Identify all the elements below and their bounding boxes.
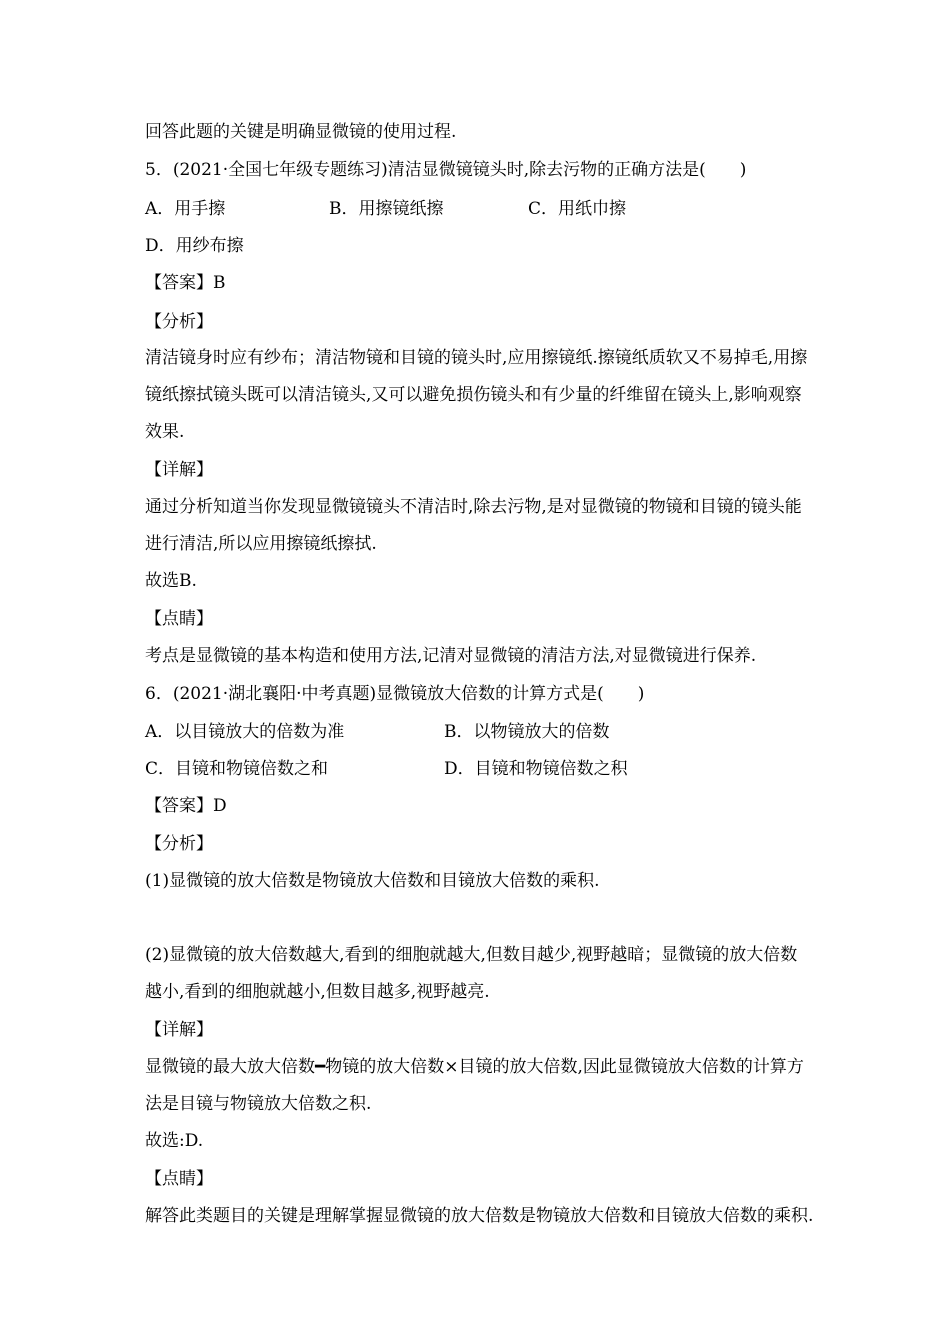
q5-analysis-line-2: 镜纸擦拭镜头既可以清洁镜头,又可以避免损伤镜头和有少量的纤维留在镜头上,影响观察 <box>145 385 802 405</box>
q6-analysis-label: 【分析】 <box>145 834 213 854</box>
q6-option-d: D．目镜和物镜倍数之积 <box>444 759 628 779</box>
q5-option-b: B．用擦镜纸擦 <box>329 199 444 219</box>
q5-option-c: C．用纸巾擦 <box>528 199 627 219</box>
q5-comment: 考点是显微镜的基本构造和使用方法,记清对显微镜的清洁方法,对显微镜进行保养. <box>145 646 757 666</box>
q5-option-a: A．用手擦 <box>145 199 226 219</box>
q5-detail-line-2: 进行清洁,所以应用擦镜纸擦拭. <box>145 534 377 554</box>
q6-stem: 6．(2021·湖北襄阳·中考真题)显微镜放大倍数的计算方式是( ) <box>145 684 645 704</box>
q6-detail-label: 【详解】 <box>145 1020 213 1040</box>
q6-option-a: A．以目镜放大的倍数为准 <box>145 722 345 742</box>
intro-text: 回答此题的关键是明确显微镜的使用过程. <box>145 122 457 142</box>
q6-answer: 【答案】D <box>145 796 227 816</box>
q6-option-b: B．以物镜放大的倍数 <box>444 722 610 742</box>
q6-detail-line-1: 显微镜的最大放大倍数━物镜的放大倍数×目镜的放大倍数,因此显微镜放大倍数的计算方 <box>145 1057 804 1077</box>
q6-option-c: C．目镜和物镜倍数之和 <box>145 759 329 779</box>
q6-detail-line-2: 法是目镜与物镜放大倍数之积. <box>145 1094 372 1114</box>
q6-analysis-2-line-1: (2)显微镜的放大倍数越大,看到的细胞就越大,但数目越少,视野越暗；显微镜的放大倍数 <box>145 945 798 965</box>
q5-comment-label: 【点睛】 <box>145 609 213 629</box>
q5-detail-line-1: 通过分析知道当你发现显微镜镜头不清洁时,除去污物,是对显微镜的物镜和目镜的镜头能 <box>145 497 802 517</box>
q5-detail-label: 【详解】 <box>145 460 213 480</box>
q5-choice: 故选B. <box>145 571 197 591</box>
q6-analysis-1: (1)显微镜的放大倍数是物镜放大倍数和目镜放大倍数的乘积. <box>145 871 600 891</box>
q5-stem: 5．(2021·全国七年级专题练习)清洁显微镜镜头时,除去污物的正确方法是( ) <box>145 160 747 180</box>
q6-comment: 解答此类题目的关键是理解掌握显微镜的放大倍数是物镜放大倍数和目镜放大倍数的乘积. <box>145 1206 814 1226</box>
q5-answer: 【答案】B <box>145 273 226 293</box>
q5-analysis-line-1: 清洁镜身时应有纱布；清洁物镜和目镜的镜头时,应用擦镜纸.擦镜纸质软又不易掉毛,用擦 <box>145 348 808 368</box>
q6-analysis-2-line-2: 越小,看到的细胞就越小,但数目越多,视野越亮. <box>145 982 490 1002</box>
q6-choice: 故选:D. <box>145 1131 204 1151</box>
q5-analysis-label: 【分析】 <box>145 312 213 332</box>
q5-analysis-line-3: 效果. <box>145 422 185 442</box>
q6-comment-label: 【点睛】 <box>145 1169 213 1189</box>
q5-option-d: D．用纱布擦 <box>145 236 244 256</box>
